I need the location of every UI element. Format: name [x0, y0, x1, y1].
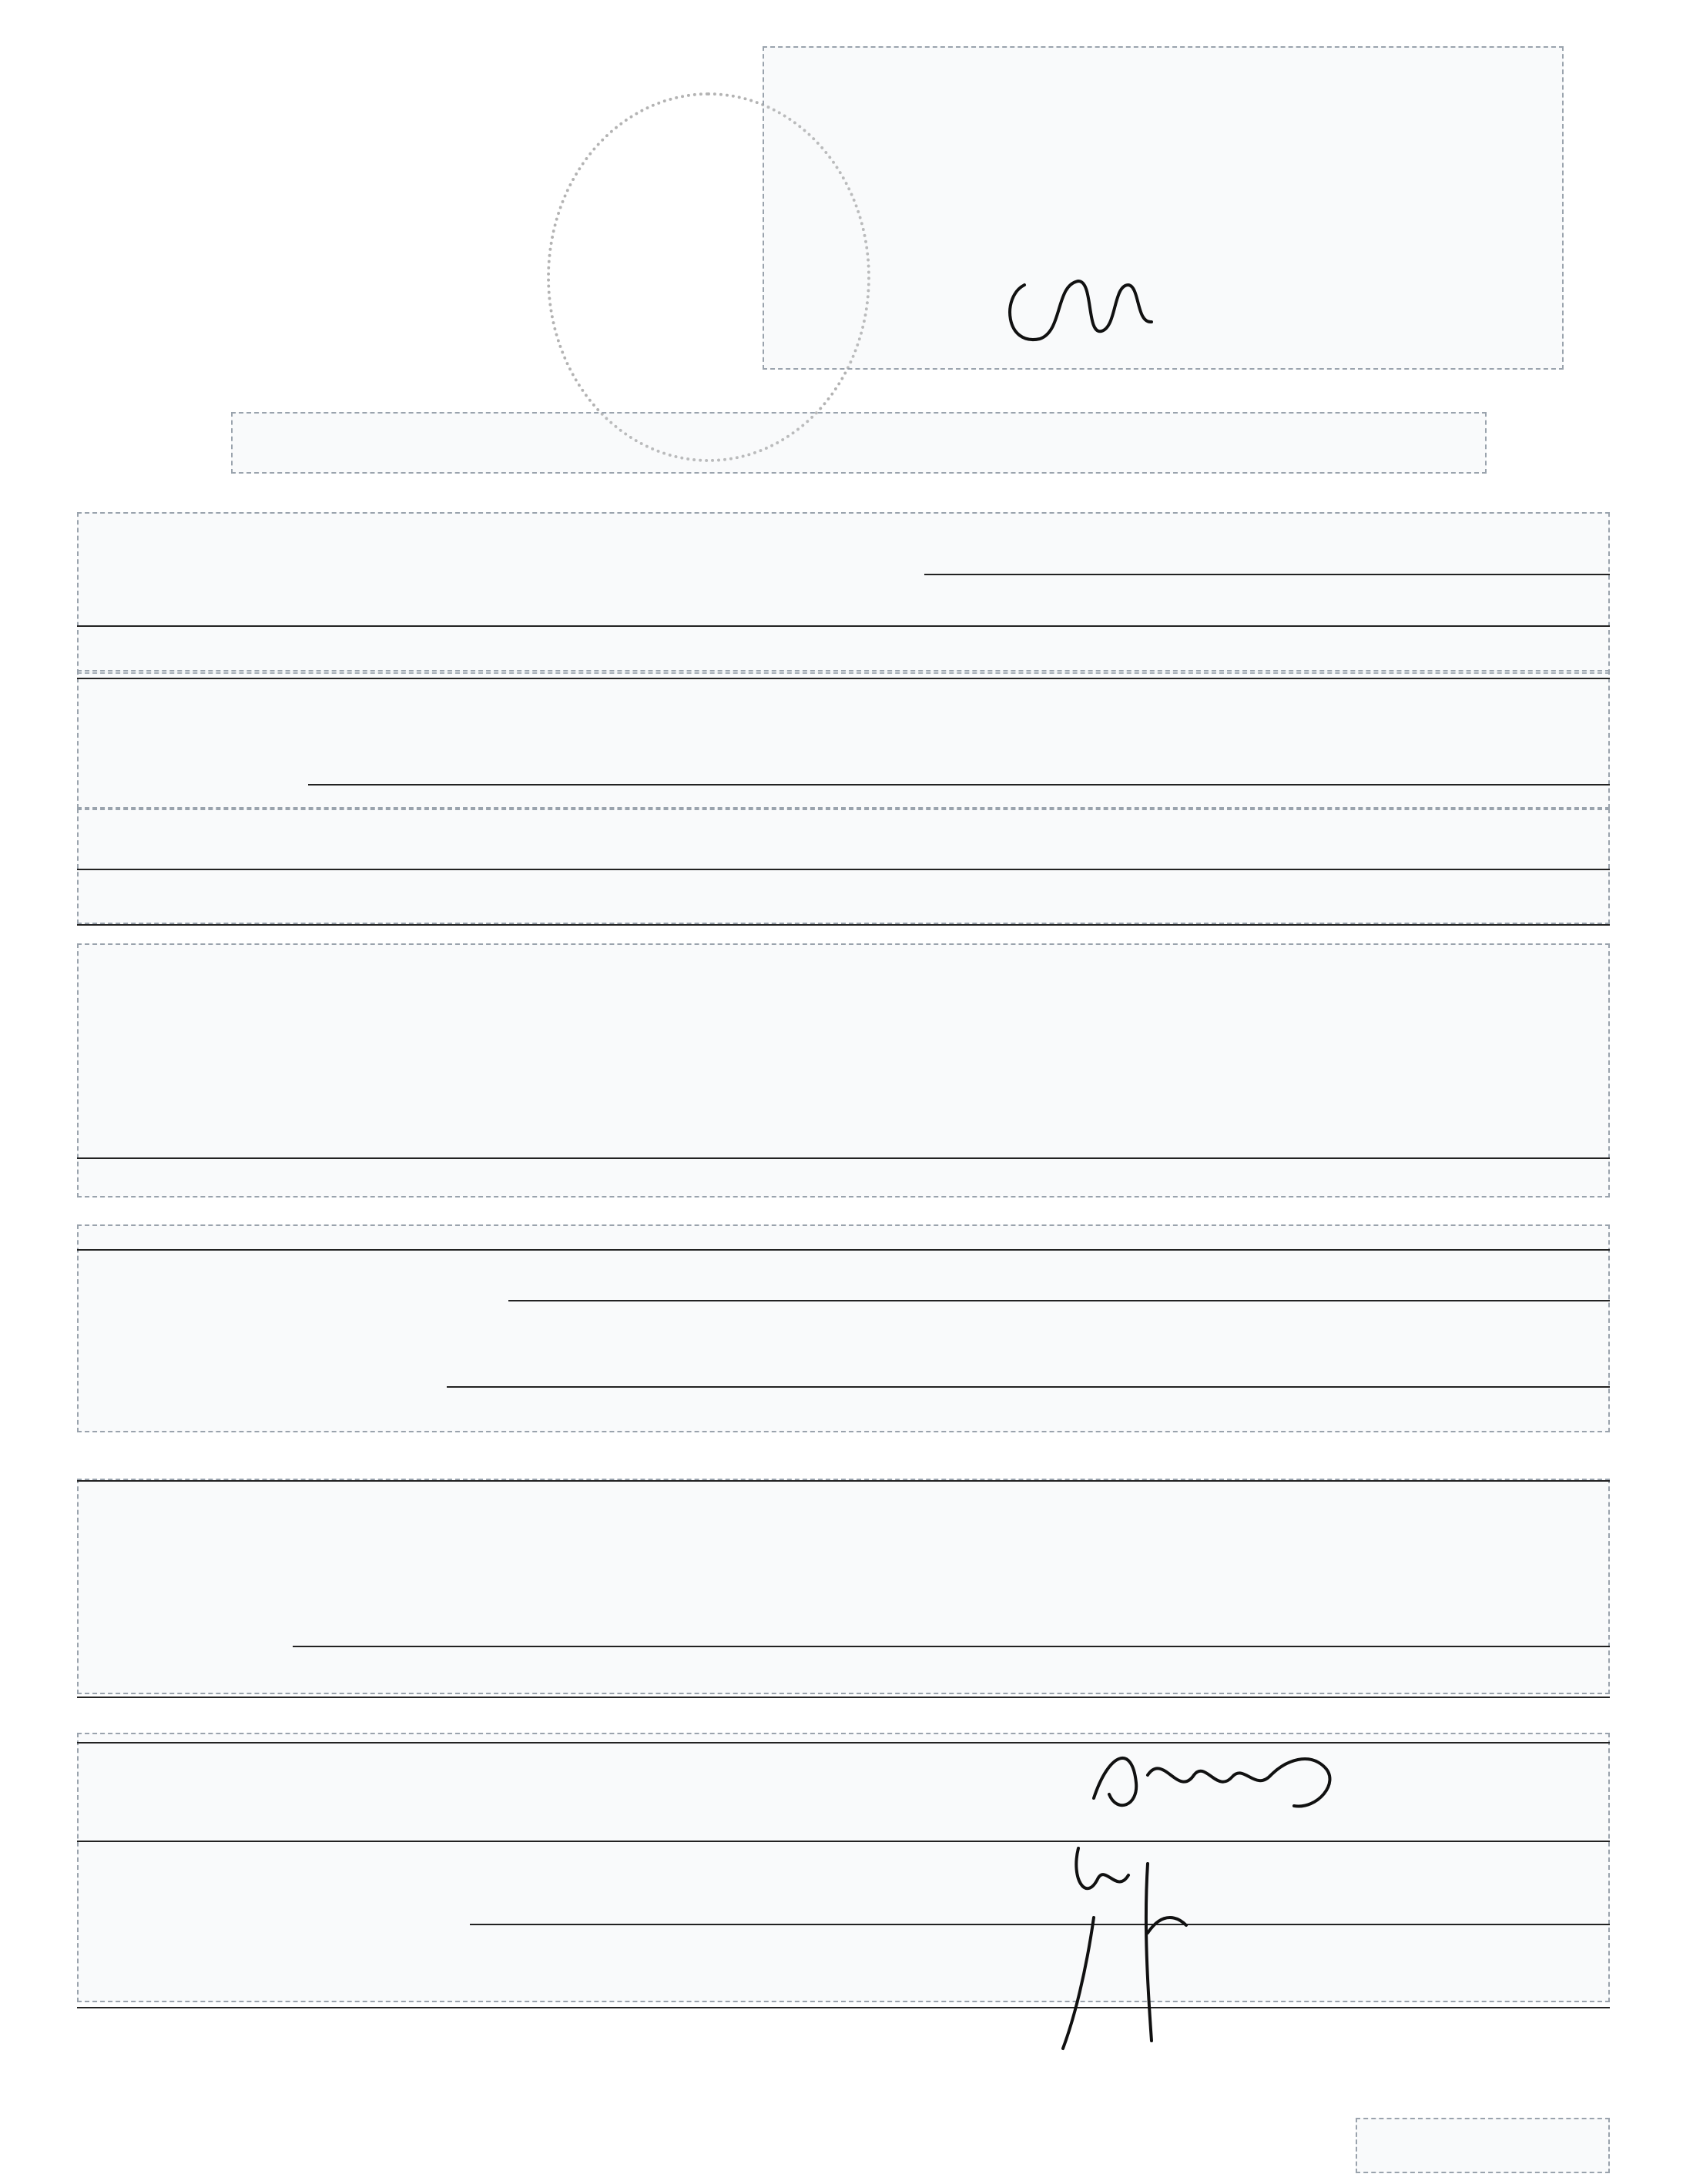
rule-commission-1: [924, 574, 1610, 575]
signature-orlov: [1032, 1833, 1232, 2064]
rule-conclusion-2: [293, 1646, 1610, 1647]
signature-gurbatov: [986, 239, 1186, 377]
conclusion-region: [77, 1479, 1610, 1694]
rule-article: [308, 784, 1610, 786]
article-region: [77, 670, 1610, 809]
footer-region: [1356, 2118, 1610, 2173]
signature-yakimov: [1063, 1721, 1356, 1829]
rule-conclusion-3: [77, 1697, 1610, 1698]
author-region: [77, 809, 1610, 924]
publication-region: [77, 1224, 1610, 1432]
rule-publication-3: [447, 1386, 1610, 1388]
rule-commission-3: [77, 678, 1610, 679]
rule-author-1: [77, 869, 1610, 870]
rule-signatures-2: [77, 1841, 1610, 1842]
document-title-region: [231, 412, 1487, 474]
rule-conclusion-1: [77, 1480, 1610, 1482]
signatures-region: [77, 1733, 1610, 2002]
rule-commission-2: [77, 625, 1610, 627]
rule-publication-1: [77, 1249, 1610, 1251]
rule-publication-2: [508, 1300, 1610, 1301]
conformity-region: [77, 943, 1610, 1198]
rule-signatures-4: [77, 2007, 1610, 2008]
rule-signatures-1: [77, 1742, 1610, 1744]
commission-region: [77, 512, 1610, 674]
rule-conformity: [77, 1157, 1610, 1159]
rule-author-2: [77, 924, 1610, 926]
